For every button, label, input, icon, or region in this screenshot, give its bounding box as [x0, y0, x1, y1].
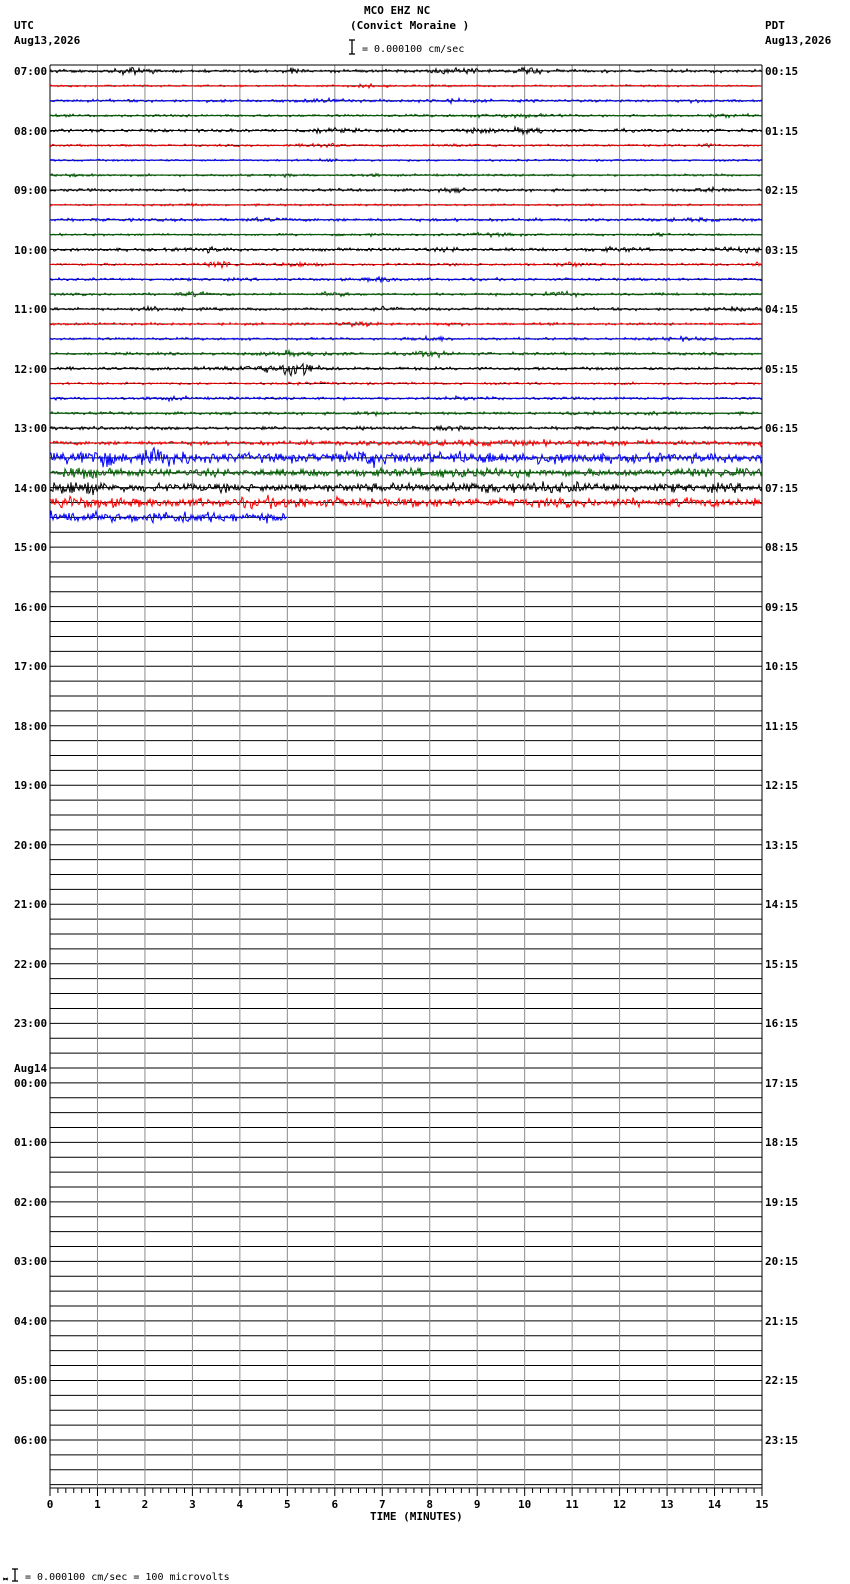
- x-tick-label: 0: [46, 1498, 54, 1511]
- right-hour-label: 19:15: [765, 1195, 799, 1209]
- left-hour-label: 19:00: [14, 779, 48, 793]
- right-timezone: PDT: [765, 19, 785, 32]
- right-hour-label: 12:15: [765, 779, 799, 793]
- right-hour-label: 11:15: [765, 719, 799, 733]
- left-hour-label: 15:00: [14, 541, 48, 555]
- left-hour-label: 02:00: [14, 1195, 48, 1209]
- right-hour-label: 22:15: [765, 1374, 799, 1388]
- left-hour-label: 01:00: [14, 1136, 48, 1150]
- trace-row-6: [50, 159, 762, 162]
- station-location: (Convict Moraine ): [350, 19, 470, 32]
- right-hour-label: 02:15: [765, 184, 799, 198]
- left-hour-label: 14:00: [14, 481, 48, 495]
- header-scale-bar-icon: [349, 40, 355, 54]
- right-hour-label: 14:15: [765, 898, 799, 912]
- trace-row-27: [50, 468, 762, 479]
- trace-row-4: [50, 127, 762, 134]
- trace-row-21: [50, 382, 762, 385]
- scale-bars: [3, 40, 355, 1581]
- x-tick-label: 15: [755, 1498, 769, 1511]
- x-tick-label: 5: [284, 1498, 291, 1511]
- left-hour-label: 05:00: [14, 1374, 48, 1388]
- left-hour-label: 11:00: [14, 303, 48, 317]
- trace-row-16: [50, 306, 762, 311]
- left-hour-label: 06:00: [14, 1433, 48, 1447]
- left-hour-label: 23:00: [14, 1017, 48, 1031]
- left-date-label: Aug14: [14, 1061, 48, 1075]
- right-hour-label: 05:15: [765, 362, 799, 376]
- right-hour-label: 07:15: [765, 481, 799, 495]
- left-hour-label: 21:00: [14, 898, 48, 912]
- left-hour-label: 22:00: [14, 957, 48, 971]
- station-title: MCO EHZ NC: [364, 4, 431, 17]
- trace-row-0: [50, 67, 762, 74]
- x-tick-label: 13: [660, 1498, 674, 1511]
- left-hour-label: 04:00: [14, 1314, 48, 1328]
- right-hour-label: 01:15: [765, 124, 799, 138]
- left-timezone: UTC: [14, 19, 34, 32]
- footer-scale-bar-icon: [3, 1569, 18, 1581]
- x-tick-label: 3: [189, 1498, 196, 1511]
- x-tick-label: 7: [378, 1498, 386, 1511]
- x-tick-label: 11: [565, 1498, 579, 1511]
- footer-scale-note: = 0.000100 cm/sec = 100 microvolts: [25, 1572, 230, 1583]
- right-hour-label: 08:15: [765, 541, 799, 555]
- x-tick-label: 12: [612, 1498, 627, 1511]
- trace-row-2: [50, 98, 762, 103]
- x-axis-ticks: [47, 1488, 769, 1511]
- left-hour-label: 00:00: [14, 1076, 48, 1090]
- trace-row-28: [50, 481, 762, 495]
- right-hour-label: 10:15: [765, 660, 799, 674]
- right-hour-label: 15:15: [765, 957, 799, 971]
- trace-row-20: [50, 364, 762, 376]
- left-hour-label: 12:00: [14, 362, 48, 376]
- right-hour-label: 00:15: [765, 65, 799, 78]
- trace-row-22: [50, 396, 762, 401]
- trace-row-7: [50, 174, 762, 178]
- x-tick-label: 10: [518, 1498, 532, 1511]
- left-hour-label: 18:00: [14, 719, 48, 733]
- left-hour-label: 13:00: [14, 422, 48, 436]
- trace-row-18: [50, 336, 762, 342]
- trace-row-8: [50, 187, 762, 192]
- x-tick-label: 1: [94, 1498, 101, 1511]
- left-hour-label: 03:00: [14, 1255, 48, 1269]
- x-tick-label: 2: [141, 1498, 149, 1511]
- x-tick-label: 8: [426, 1498, 434, 1511]
- seismic-traces: [50, 67, 762, 523]
- x-tick-label: 4: [236, 1498, 244, 1511]
- left-date: Aug13,2026: [14, 34, 81, 47]
- right-hour-label: 03:15: [765, 243, 799, 257]
- right-hour-label: 17:15: [765, 1076, 799, 1090]
- right-hour-label: 06:15: [765, 422, 799, 436]
- right-date: Aug13,2026: [765, 34, 832, 47]
- right-hour-label: 21:15: [765, 1314, 799, 1328]
- left-hour-label: 09:00: [14, 184, 48, 198]
- header-scale-text: = 0.000100 cm/sec: [362, 44, 465, 55]
- right-hour-label: 09:15: [765, 600, 799, 614]
- x-tick-label: 6: [331, 1498, 339, 1511]
- trace-row-14: [50, 277, 762, 282]
- right-hour-label: 20:15: [765, 1255, 799, 1269]
- trace-row-5: [50, 143, 762, 147]
- left-hour-label: 10:00: [14, 243, 48, 257]
- left-hour-label: 07:00: [14, 65, 48, 78]
- right-hour-label: 23:15: [765, 1433, 799, 1447]
- left-hour-label: 16:00: [14, 600, 48, 614]
- x-tick-label: 14: [707, 1498, 722, 1511]
- left-hour-label: 08:00: [14, 124, 48, 138]
- left-hour-label: 20:00: [14, 838, 48, 852]
- left-hour-label: 17:00: [14, 660, 48, 674]
- trace-row-15: [50, 291, 762, 297]
- trace-row-9: [50, 203, 762, 206]
- right-hour-label: 18:15: [765, 1136, 799, 1150]
- x-axis-label: TIME (MINUTES): [370, 1510, 463, 1523]
- x-tick-label: 9: [473, 1498, 481, 1511]
- right-hour-label: 16:15: [765, 1017, 799, 1031]
- trace-row-29: [50, 495, 762, 509]
- right-hour-label: 13:15: [765, 838, 799, 852]
- right-hour-label: 04:15: [765, 303, 799, 317]
